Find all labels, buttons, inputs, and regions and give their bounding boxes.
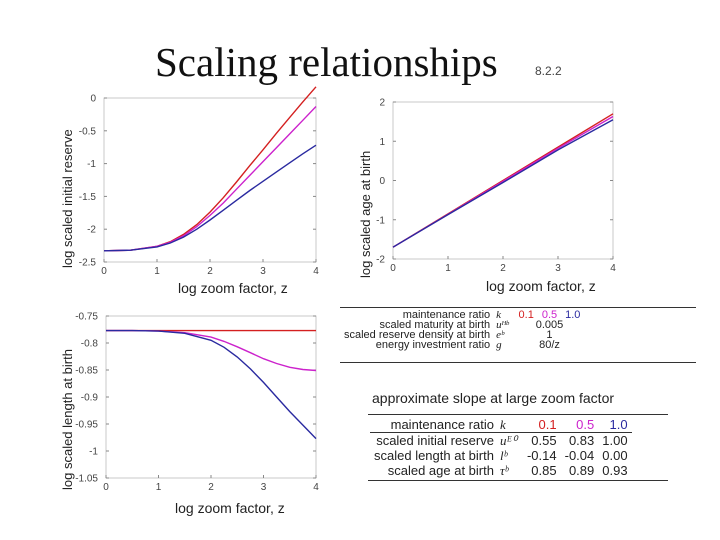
slopes-row-symbol: uᴱ⁰ (499, 433, 517, 448)
slopes-header-symbol: k (499, 417, 506, 432)
param-symbol: k (496, 309, 502, 321)
param-label: scaled reserve density at birth (344, 329, 491, 341)
slopes-row-symbol: lᵇ (499, 448, 508, 463)
param-symbol: g (496, 339, 502, 351)
x-tick-label: 0 (103, 482, 109, 493)
slopes-value: 0.83 (568, 433, 595, 448)
slopes-value: 0.93 (602, 463, 628, 478)
y-tick-label: -1.5 (78, 191, 96, 203)
param-label: maintenance ratio (402, 309, 491, 321)
param-value: 0.1 (518, 309, 534, 321)
y-tick-label: -1 (89, 446, 98, 458)
params-top-rule (340, 307, 696, 308)
x-tick-label: 1 (155, 482, 162, 493)
param-symbol: uᴴᵇ (496, 319, 509, 331)
y-tick-label: -1 (376, 215, 385, 227)
slopes-caption: approximate slope at large zoom factor (372, 390, 615, 406)
xlabel-initial-reserve: log zoom factor, z (178, 280, 288, 296)
param-value: 0.005 (535, 319, 564, 331)
x-tick-label: 4 (313, 266, 319, 277)
y-tick-label: -0.5 (78, 126, 96, 138)
y-tick-label: -2 (376, 254, 385, 266)
slopes-value: -0.04 (564, 448, 595, 463)
y-tick-label: -2.5 (78, 257, 96, 269)
x-tick-label: 1 (445, 263, 451, 274)
slopes-value: 1.00 (602, 433, 628, 448)
slopes-value: 0.00 (602, 448, 628, 463)
slopes-table (370, 417, 632, 478)
y-tick-label: -0.9 (80, 392, 98, 404)
slopes-header-row (370, 417, 632, 433)
params-row (340, 340, 584, 350)
x-tick-label: 4 (313, 482, 319, 493)
x-tick-label: 0 (101, 266, 107, 277)
slopes-row (370, 463, 632, 478)
ylabel-initial-reserve: log scaled initial reserve (60, 129, 75, 268)
y-tick-label: -2 (87, 224, 96, 236)
slopes-header-label: maintenance ratio (390, 417, 494, 432)
param-value: 80/z (539, 339, 560, 351)
y-tick-label: -1.05 (75, 473, 98, 485)
x-tick-label: 3 (260, 482, 267, 493)
series-line (106, 331, 316, 439)
slopes-value: -0.14 (526, 448, 557, 463)
params-table (340, 310, 584, 350)
param-symbol: eᵇ (496, 329, 504, 341)
y-tick-label: 0 (90, 93, 96, 105)
param-label: energy investment ratio (375, 339, 491, 351)
x-tick-label: 4 (610, 263, 616, 274)
ylabel-length-at-birth: log scaled length at birth (60, 349, 75, 490)
slopes-row-label: scaled age at birth (387, 463, 494, 478)
x-tick-label: 2 (207, 266, 213, 277)
slide-title: Scaling relationships (155, 39, 498, 85)
slopes-row (370, 433, 632, 449)
y-tick-label: -1 (87, 159, 96, 171)
params-bottom-rule (340, 362, 696, 363)
x-tick-label: 3 (555, 263, 561, 274)
param-value: 0.5 (541, 309, 558, 321)
slopes-row-label: scaled length at birth (374, 448, 494, 463)
y-tick-label: 2 (379, 97, 385, 109)
series-line (106, 331, 316, 371)
slopes-row (370, 448, 632, 463)
slopes-header-value: 1.0 (609, 417, 628, 432)
y-tick-label: -0.85 (75, 365, 98, 377)
slopes-top-rule (368, 414, 668, 415)
y-tick-label: 0 (379, 176, 385, 187)
slopes-row-label: scaled initial reserve (376, 433, 494, 448)
x-tick-label: 0 (390, 263, 396, 274)
xlabel-age-at-birth: log zoom factor, z (486, 278, 596, 294)
section-number: 8.2.2 (535, 64, 562, 78)
slopes-value: 0.89 (568, 463, 595, 478)
slopes-row-symbol: τᵇ (499, 463, 509, 478)
param-label: scaled maturity at birth (379, 319, 491, 331)
param-value: 1 (546, 329, 553, 341)
y-tick-label: -0.75 (75, 311, 98, 323)
x-tick-label: 2 (500, 263, 506, 274)
y-tick-label: -0.95 (75, 419, 98, 431)
x-tick-label: 2 (208, 482, 214, 493)
x-tick-label: 3 (260, 266, 266, 277)
slopes-value: 0.55 (531, 433, 557, 448)
xlabel-length-at-birth: log zoom factor, z (175, 500, 285, 516)
y-tick-label: -0.8 (80, 338, 98, 350)
slopes-value: 0.85 (531, 463, 557, 478)
param-value: 1.0 (565, 309, 581, 321)
slopes-header-value: 0.5 (576, 417, 595, 432)
ylabel-age-at-birth: log scaled age at birth (358, 150, 373, 278)
y-tick-label: 1 (379, 136, 385, 148)
slopes-bottom-rule (368, 480, 668, 481)
slopes-header-value: 0.1 (538, 417, 557, 432)
x-tick-label: 1 (154, 266, 160, 277)
